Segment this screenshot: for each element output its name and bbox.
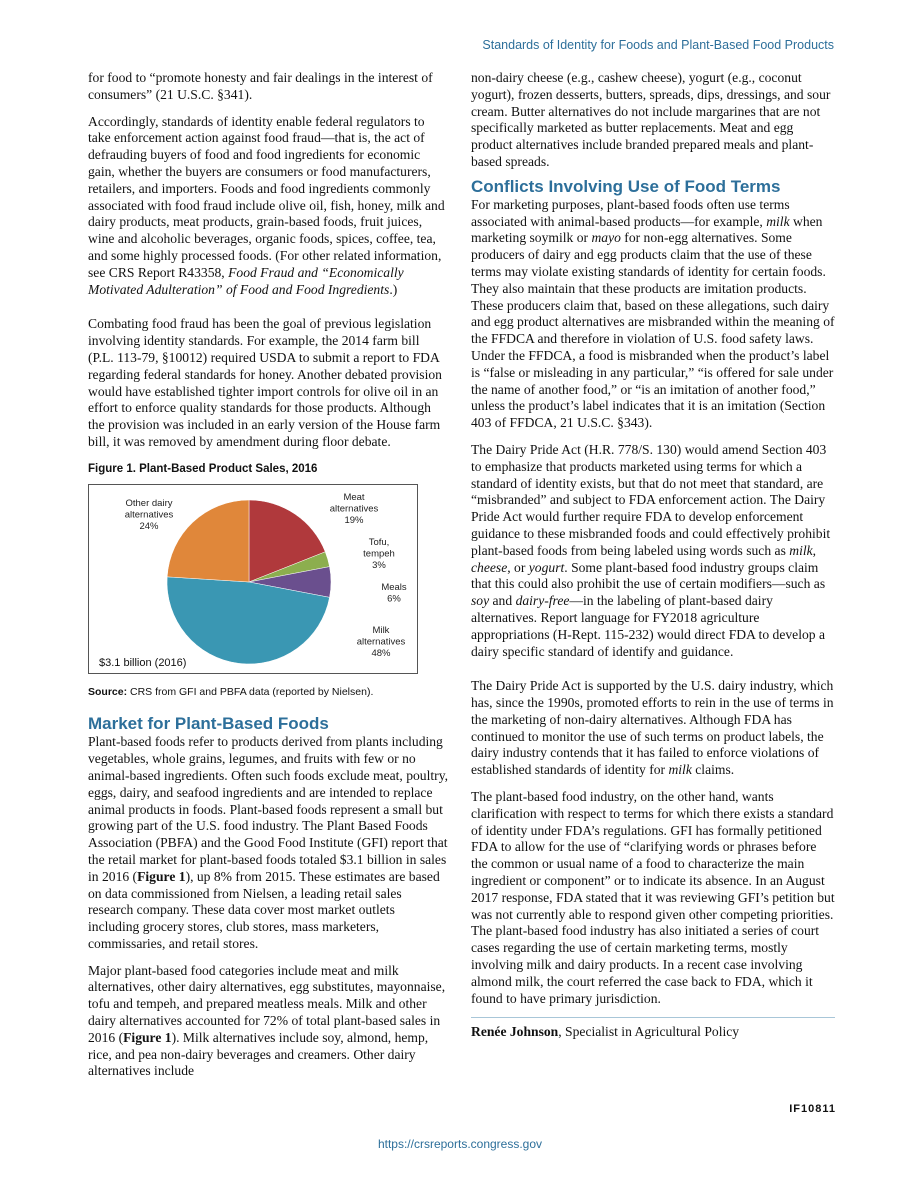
text: The Dairy Pride Act (H.R. 778/S. 130) would amend Section 403 to emphasize that products marketed using terms for which a standard of identity exists, but that do not meet that standard, are “misbranded” and subject to FDA enforcement action. The Dairy Pride Act would further require FDA to develop enforcement guidance to these misbranded foods and could effectively prohibit plant-based foods from being labeled using words such as (471, 441, 831, 558)
term: cheese (471, 559, 508, 575)
text: . Some plant-based food industry groups claim that this could also prohibit the use of certain modifiers—such as (471, 559, 826, 592)
text: —in the labeling of plant-based dairy alternatives. Report language for FY2018 agriculture appropriations (H-Rept. 115-232) would direct FDA to develop a dairy specific standard of identify and guidance. (471, 593, 825, 659)
section-heading: Market for Plant-Based Foods (88, 714, 329, 734)
term: soy (471, 593, 490, 609)
text: , (812, 542, 817, 558)
author-name: Renée Johnson (471, 1024, 559, 1040)
text: Plant-based foods refer to products derived from plants including vegetables, whole grains, legumes, and fruits with few or no animal-based ingredients. Often such foods exclude meat, poultry, eggs, dairy, and seafood ingredients and are intended to replace animal products in foods. Plant-based foods represent a small but growing part of the U.S. food industry. The Plant Based Foods Association (PBFA) and the Good Food Institute (GFI) report that the retail market for plant-based foods totaled $3.1 billion in sales in 2016 ( (88, 734, 449, 884)
term: milk (668, 762, 692, 778)
running-header: Standards of Identity for Foods and Plant-Based Food Products (482, 38, 834, 52)
text: and (489, 593, 516, 609)
left-column (88, 70, 448, 1090)
text: For marketing purposes, plant-based foods often use terms associated with animal-based products—for example, (471, 196, 790, 229)
source-text: CRS from GFI and PBFA data (reported by Nielsen). (127, 685, 374, 698)
text: for non-egg alternatives. Some producers of dairy and egg products claim that the use of these terms may violate existing standards of identity for certain foods. They also maintain that these products are imitation products. These producers claim that, based on these allegations, such dairy and egg product alternatives are misbranded within the meaning of the FFDCA and therefore in violation of U.S. food safety laws. Under the FFDCA, a food is misbranded when the product’s label is “false or misleading in any particular,” “is offered for sale under the name of another food,” or “is an imitation of another food,” unless the product’s label indicates that it is an imitation (Section 403 of FFDCA, 21 U.S.C. §343). (471, 230, 835, 431)
text: The Dairy Pride Act is supported by the U.S. dairy industry, which has, since the 1990s, promoted efforts to rein in the use of terms in the marketing of non-dairy alternatives. Although FDA has continued to monitor the use of such terms on product labels, the dairy industry contends that it has failed to enforce violations of established standards of identity for (471, 678, 834, 778)
figure-title: Figure 1. Plant-Based Product Sales, 2016 (88, 462, 318, 475)
author-title: , Specialist in Agricultural Policy (558, 1024, 740, 1040)
paragraph: Combating food fraud has been the goal of previous legislation involving identity standards. For example, the 2014 farm bill (P.L. 113-79, §10012) required USDA to submit a report to FDA regarding federal standards for honey. Another debated provision would have established tighter import controls for olive oil in an effort to enforce quality standards for those products. Although the provision was included in an early version of the House farm bill, it was removed by amendment during floor debate. (88, 316, 442, 449)
figure-ref: Figure 1 (137, 868, 186, 884)
figure-source (88, 684, 448, 701)
pie-total-label: $3.1 billion (2016) (99, 656, 187, 669)
pie-label-milk-alternatives: Milk alternatives 48% (356, 624, 406, 659)
pie-chart-svg (89, 485, 417, 673)
term: dairy-free (515, 593, 570, 609)
pie-label-tofu-tempeh: Tofu, tempeh 3% (363, 536, 395, 571)
figure-ref: Figure 1 (123, 1029, 172, 1045)
paragraph (88, 114, 448, 299)
right-column (471, 70, 835, 1041)
text: ), up 8% from 2015. These estimates are based on data commissioned from Nielsen, a leading retail sales research company. These data cover most market outlets including grocery stores, club stores, mass marketers, commissaries, and retail stores. (88, 868, 440, 951)
pie-label-meat-alternatives: Meat alternatives 19% (329, 491, 379, 526)
text: Accordingly, standards of identity enable federal regulators to take enforcement action against food fraud—that is, the act of defrauding buyers of food and food ingredients for economic gain, whether the buyers are consumers or food manufacturers, retailers, and importers. Foods and food ingredients commonly associated with food fraud include olive oil, fish, honey, milk and dairy products, meat products, grain-based foods, fruit juices, wine and alcoholic beverages, organic foods, spices, coffee, tea, and some highly processed foods. (For other related information, see CRS Report R43358, (88, 113, 445, 280)
paragraph (471, 678, 835, 779)
author-line (471, 1024, 835, 1041)
paragraph (471, 442, 835, 660)
paragraph (471, 197, 835, 432)
text: Major plant-based food categories include meat and milk alternatives, other dairy alternatives, egg substitutes, mayonnaise, tofu and tempeh, and prepared meatless meals. Milk and other dairy alternatives accounted for 72% of total plant-based sales in 2016 ( (88, 962, 446, 1045)
pie-chart (88, 484, 418, 674)
pie-label-meals: Meals 6% (381, 581, 407, 605)
paragraph: The plant-based food industry, on the other hand, wants clarification with respect to terms for which there exists a standard of identity under FDA’s regulations. GFI has formally petitioned FDA to allow for the use of “clarifying words or phrases before the common or usual name of a food to characterize the main ingredient or component” or to indicate its absence. In an August 2017 response, FDA stated that it was reviewing GFI’s petition but was not currently able to respond given other competing priorities. The plant-based food industry has also initiated a series of court cases regarding the use of certain marketing terms, mostly involving milk and dairy products. In a recent case involving almond milk, the court referred the case back to FDA, which it found to have primary jurisdiction. (471, 789, 835, 1006)
paragraph: for food to “promote honesty and fair dealings in the interest of consumers” (21 U.S.C. §341). (88, 70, 433, 102)
term: yogurt (528, 559, 565, 575)
section-heading: Conflicts Involving Use of Food Terms (471, 176, 781, 196)
paragraph: non-dairy cheese (e.g., cashew cheese), yogurt (e.g., coconut yogurt), frozen desserts, butters, spreads, dips, dressings, and sour cream. Butter alternatives do not include margarines that are not specifically marketed as butter replacements. Meat and egg product alternatives include branded prepared meals and plant-based spreads. (471, 70, 831, 169)
pie-slice-other-dairy-alternatives (167, 500, 249, 582)
text: , or (507, 559, 529, 575)
text: ). Milk alternatives include soy, almond, hemp, rice, and pea non-dairy beverages and creamers. Other dairy alternatives include (88, 1029, 429, 1079)
source-label: Source: (88, 685, 128, 698)
text: .) (389, 281, 398, 297)
divider (471, 1017, 835, 1018)
footer-url[interactable]: https://crsreports.congress.gov (377, 1137, 543, 1151)
text: claims. (691, 762, 735, 778)
pie-label-other-dairy-alternatives: Other dairy alternatives 24% (124, 497, 174, 532)
term: milk (766, 213, 790, 229)
paragraph (88, 963, 448, 1081)
report-title: Food Fraud and “Economically Motivated Adulteration” of Food and Food Ingredients (88, 264, 404, 297)
document-number: IF10811 (789, 1103, 836, 1115)
paragraph (88, 734, 448, 952)
term: mayo (591, 230, 621, 246)
text: when marketing soymilk or (471, 213, 823, 246)
term: milk (789, 542, 813, 558)
